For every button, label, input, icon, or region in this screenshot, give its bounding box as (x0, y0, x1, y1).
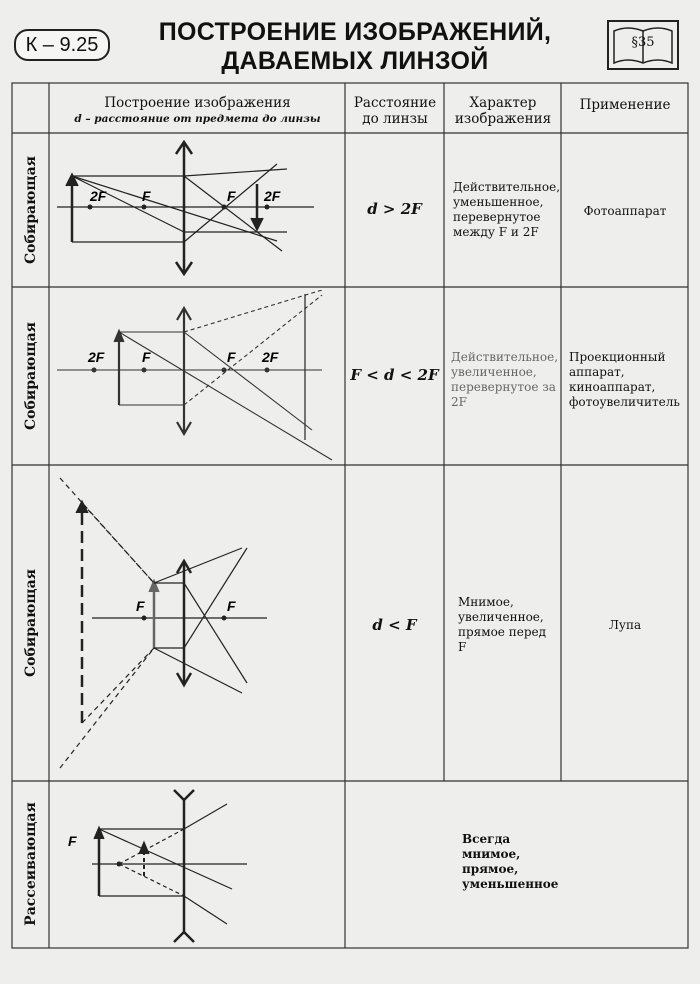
label-f-left: F (142, 188, 151, 204)
row-3-character: Мнимое, увеличенное, прямое перед F (458, 595, 546, 654)
label-f-right: F (227, 188, 236, 204)
row-3-lens-type: Собирающая (23, 569, 39, 677)
label-2f-right: 2F (262, 349, 279, 365)
row-2-application: Проекционный аппарат, киноаппарат, фотоувеличитель (569, 350, 680, 409)
row-2-lens-type: Собирающая (23, 322, 39, 430)
section-number: §35 (631, 35, 655, 50)
header-distance: Расстояние до линзы (353, 95, 437, 127)
label-2f-right: 2F (264, 188, 281, 204)
label-f-right: F (227, 349, 236, 365)
header-character: Характер изображения (454, 95, 552, 127)
row-3-application: Лупа (608, 618, 642, 632)
row-4-character: Всегда мнимое, прямое, уменьшенное (462, 832, 559, 891)
header-construction: Построение изображения d – расстояние от предмета до линзы (74, 95, 321, 125)
label-f-left: F (68, 833, 77, 849)
row-4-lens-type: Рассеивающая (23, 802, 39, 926)
label-2f-left: 2F (88, 349, 105, 365)
title-line-1: ПОСТРОЕНИЕ ИЗОБРАЖЕНИЙ, (158, 18, 552, 46)
row-1-character: Действительное, уменьшенное, перевернутое между F и 2F (453, 180, 561, 239)
label-f-right: F (227, 598, 236, 614)
row-1-distance: d > 2F (367, 200, 422, 218)
diagram-row-2 (52, 290, 342, 462)
label-f-left: F (142, 349, 151, 365)
header-application: Применение (579, 97, 671, 113)
row-1-lens-type: Собирающая (23, 156, 39, 264)
diagram-row-1 (52, 136, 342, 284)
row-2-character: Действительное, увеличенное, перевернутое за 2F (451, 350, 559, 409)
row-2-distance: F < d < 2F (350, 366, 439, 384)
label-2f-left: 2F (90, 188, 107, 204)
diagram-row-4 (52, 784, 342, 946)
card-code-badge: К – 9.25 (14, 29, 110, 61)
row-1-application: Фотоаппарат (583, 204, 667, 218)
diagram-row-3 (52, 468, 342, 778)
label-f-left: F (136, 598, 145, 614)
title-line-2: ДАВАЕМЫХ ЛИНЗОЙ (221, 47, 489, 75)
row-3-distance: d < F (372, 616, 417, 634)
